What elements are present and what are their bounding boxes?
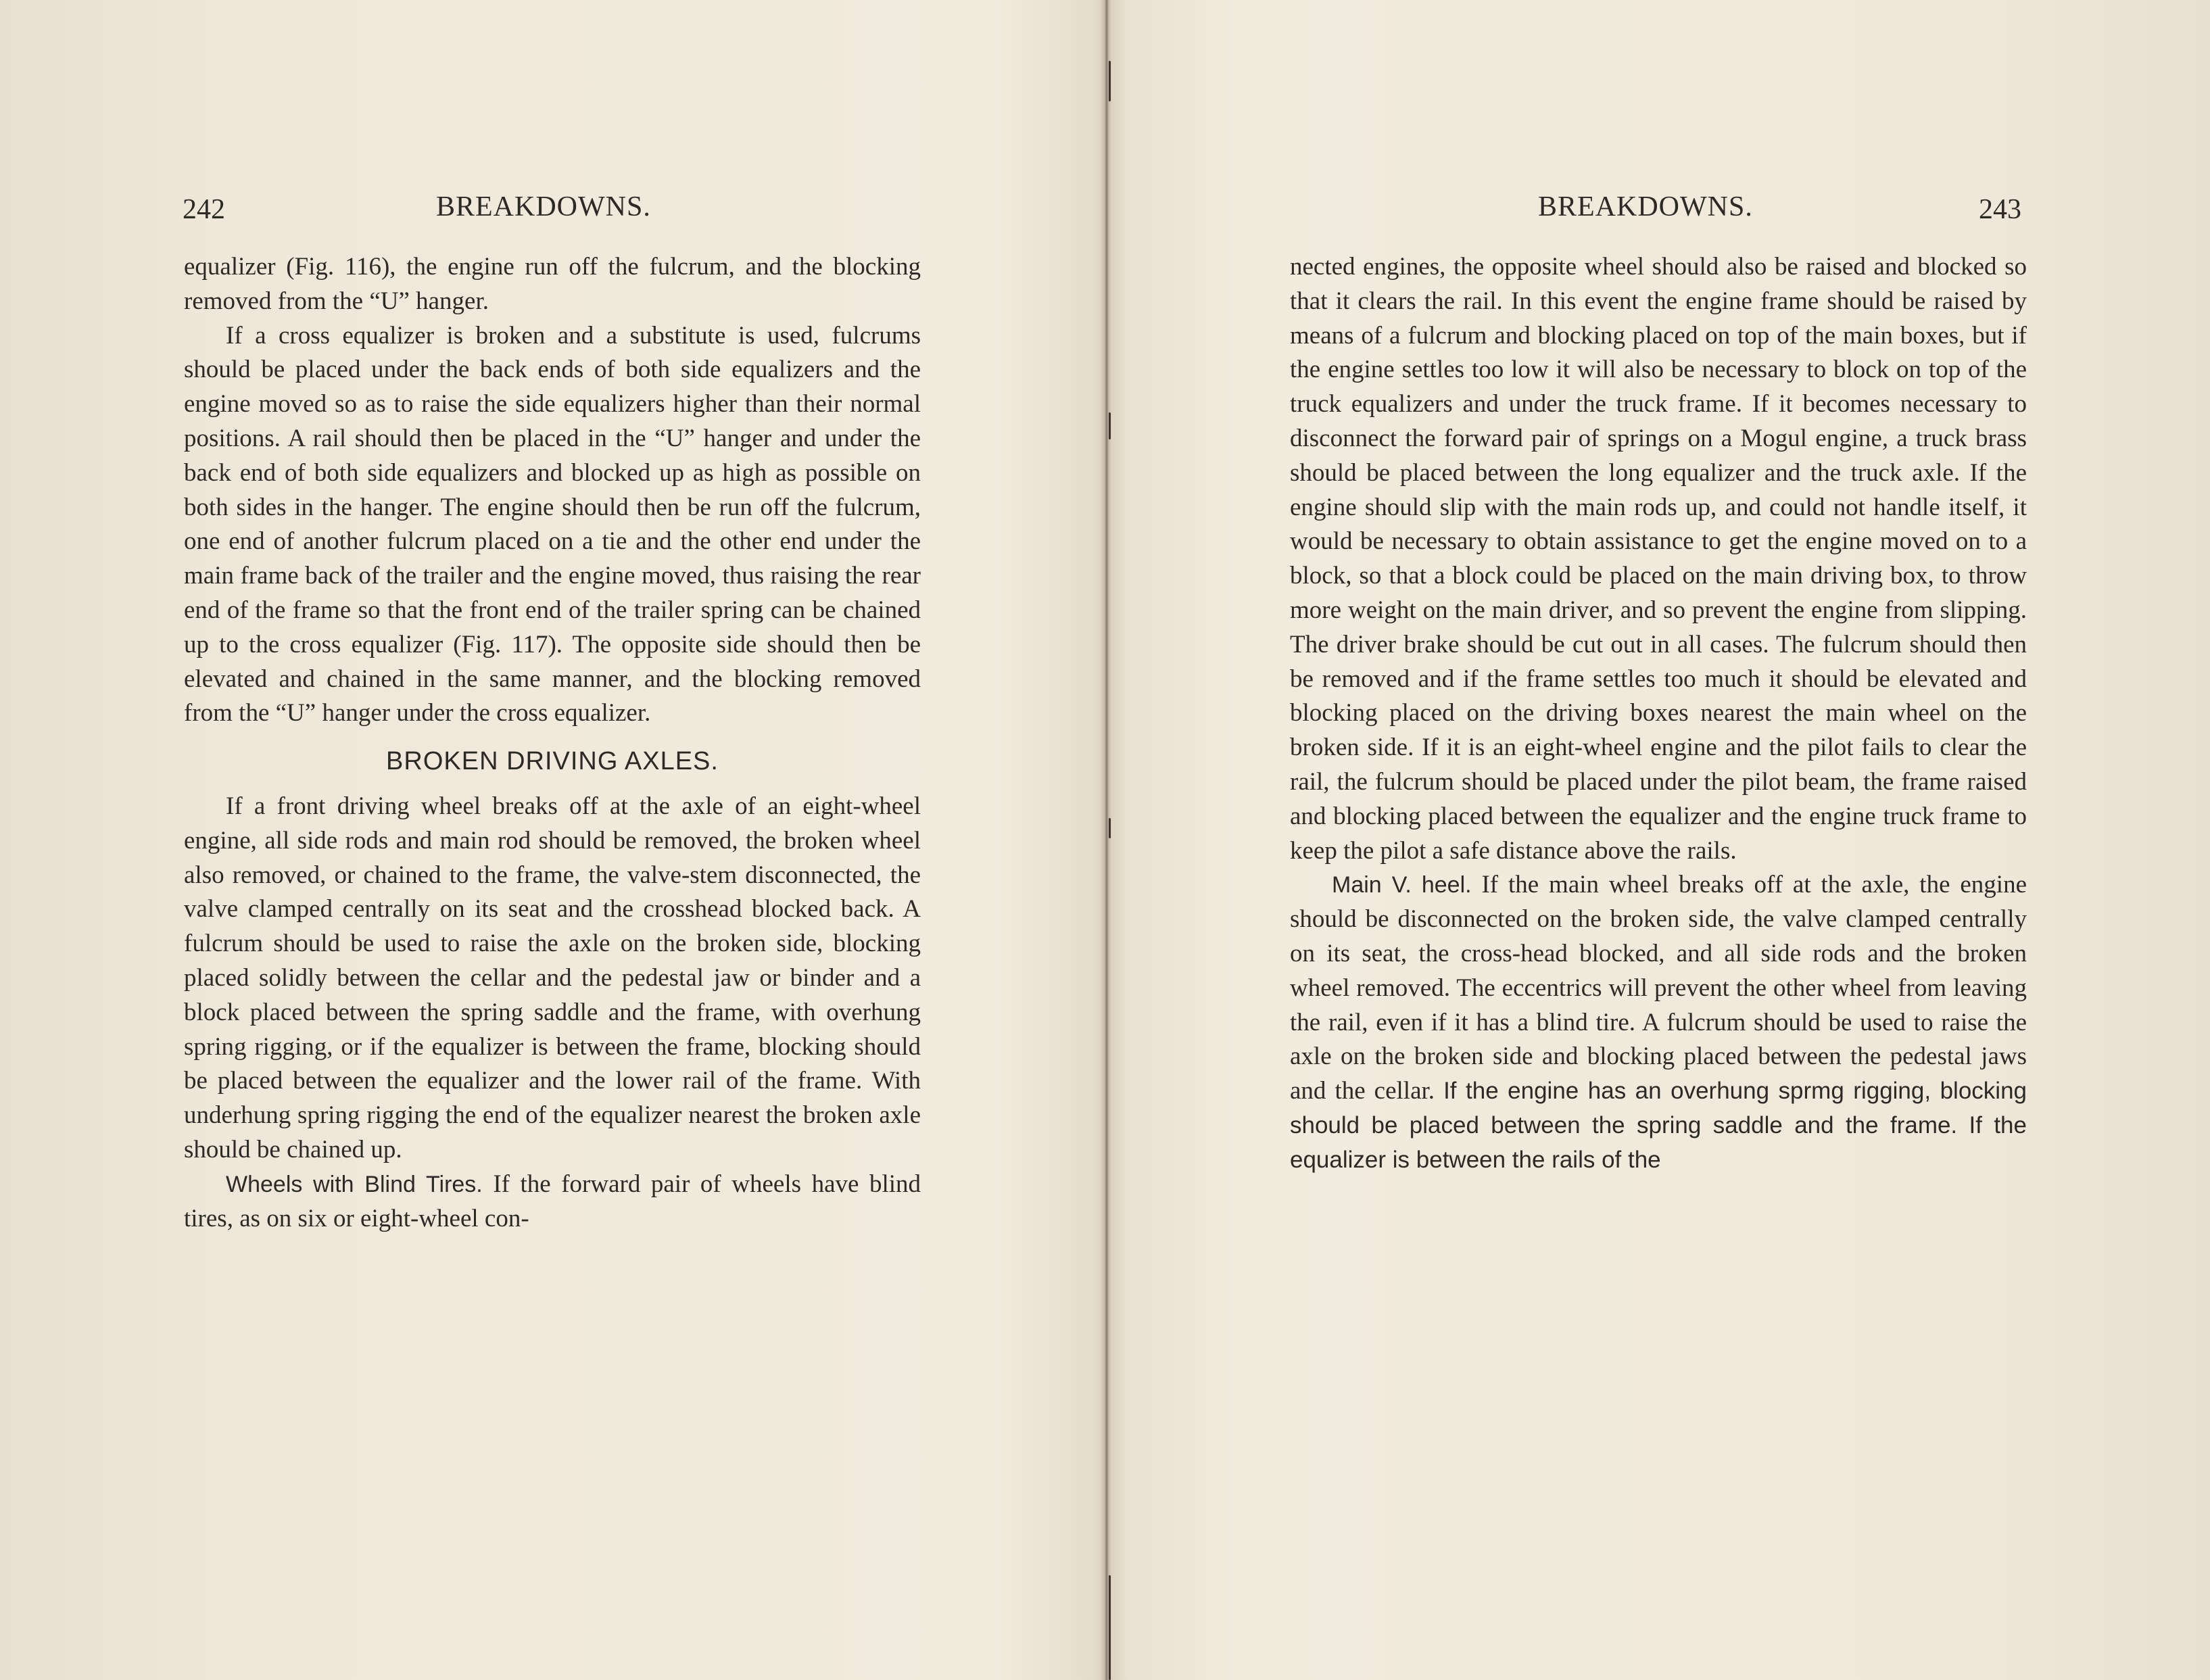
paragraph: If a front driving wheel breaks off at the axle of an eight-wheel engine, all side rods and main rod should be removed, the broken wheel also removed, or chained to the frame, the valve-stem disconnected, the valve clamped centrally on its seat and the crosshead blocked back. A fulcrum should be used to raise the axle on the broken side, blocking placed solidly between the cellar and the pedestal jaw or binder and a block placed between the spring saddle and the frame, with overhung spring rigging, or if the equalizer is between the frame, blocking should be placed between the equalizer and the lower rail of the frame. With underhung spring rigging the end of the equalizer nearest the broken axle should be chained up. (184, 792, 921, 1163)
paragraph (1290, 868, 2027, 1177)
section-heading: BROKEN DRIVING AXLES. (386, 747, 719, 776)
page-number: 242 (183, 194, 225, 225)
running-head: BREAKDOWNS. (436, 191, 651, 222)
page-number: 243 (1979, 194, 2021, 225)
run-in-heading: Wheels with Blind Tires. (226, 1171, 483, 1197)
left-page (0, 0, 1102, 1680)
paragraph-text: If the main wheel breaks off at the axle, the engine should be disconnected on the broken side, the valve clamped centrally on its seat, the cross-head blocked, and all side rods and the broken wheel removed. The eccentrics will prevent the other wheel from leaving the rail, even if it has a blind tire. A fulcrum should be used to raise the axle on the broken side and blocking placed between the pedestal jaws and the cellar. (1290, 871, 2027, 1105)
right-page (1109, 0, 2210, 1680)
paragraph-text-sans: If the engine has an overhung sprmg rigging, blocking should be placed between the spring saddle and the frame. If the equalizer is between the rails of the (1290, 1078, 2027, 1173)
paragraph: nected engines, the opposite wheel should also be raised and blocked so that it clears the rail. In this event the engine frame should be raised by means of a fulcrum and blocking placed on top of the main boxes, but if the engine settles too low it will also be necessary to block on top of the truck equalizers and under the truck frame. If it becomes necessary to disconnect the forward pair of springs on a Mogul engine, a truck brass should be placed between the long equalizer and the truck axle. If the engine should slip with the main rods up, and could not handle itself, it would be necessary to obtain assistance to get the engine moved on to a block, so that a block could be placed on the main driving box, to throw more weight on the main driver, and so prevent the engine from slipping. The driver brake should be cut out in all cases. The fulcrum should then be removed and if the frame settles too much it should be elevated and blocking placed on the driving boxes nearest the main wheel on the broken side. If it is an eight-wheel engine and the pilot fails to clear the rail, the fulcrum should be placed under the pilot beam, the frame raised and blocking placed between the equalizer and the engine truck frame to keep the pilot a safe distance above the rails. (1290, 253, 2027, 865)
run-in-heading: Main V. heel. (1332, 872, 1472, 898)
left-body-text (184, 250, 921, 1236)
right-body-text (1290, 250, 2027, 1178)
paragraph-text: If the forward pair of wheels have blind tires, as on six or eight-wheel con- (184, 1170, 921, 1232)
running-head: BREAKDOWNS. (1538, 191, 1753, 222)
paragraph (184, 1168, 921, 1237)
paragraph: If a cross equalizer is broken and a substitute is used, fulcrums should be placed under the back ends of both side equalizers and the engine moved so as to raise the side equalizers higher than their normal positions. A rail should then be placed in the “U” hanger and under the back end of both side equalizers and blocked up as high as possible on both sides in the hanger. The engine should then be run off the fulcrum, one end of another fulcrum placed on a tie and the other end under the main frame back of the trailer and the engine moved, thus raising the rear end of the frame so that the front end of the trailer spring can be chained up to the cross equalizer (Fig. 117). The opposite side should then be elevated and chained in the same manner, and the blocking removed from the “U” hanger under the cross equalizer. (184, 321, 921, 727)
paragraph: equalizer (Fig. 116), the engine run off the fulcrum, and the blocking removed from the “U” hanger. (184, 253, 921, 315)
